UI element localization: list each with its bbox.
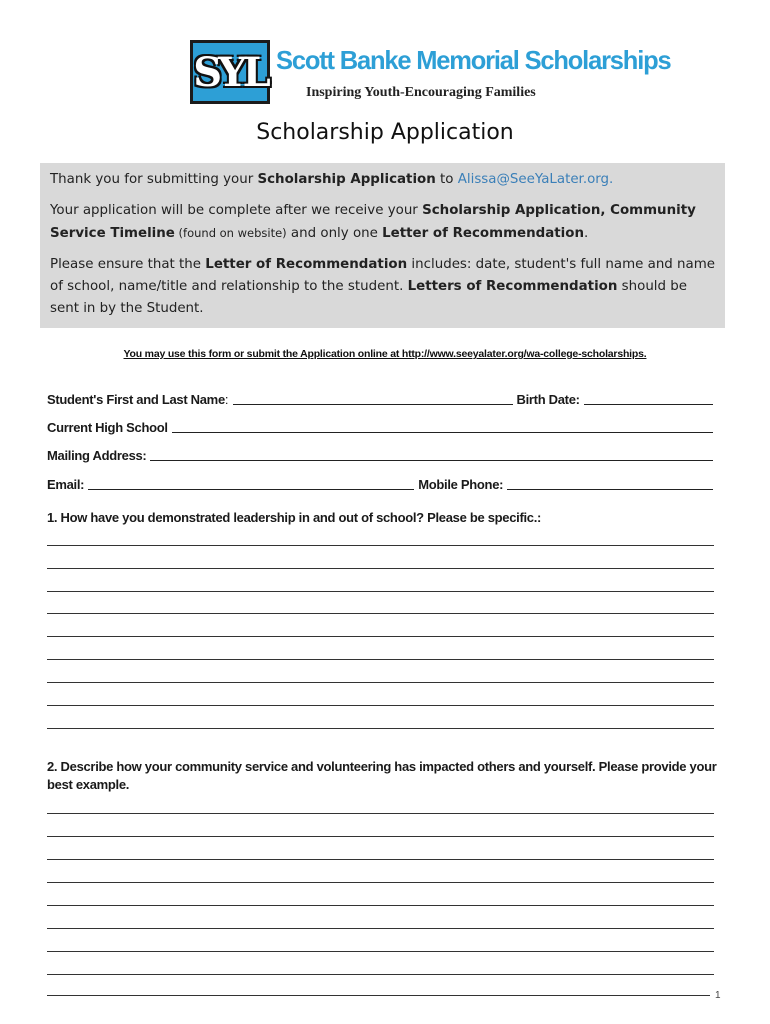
email-field[interactable]	[88, 478, 414, 490]
student-name-label: Student's First and Last Name	[47, 392, 225, 407]
online-submission-note[interactable]: You may use this form or submit the Application online at http://www.seeyalater.org/wa-college-scholarships.	[123, 348, 647, 360]
answer-line[interactable]	[47, 682, 714, 683]
birth-date-label: Birth Date:	[516, 392, 580, 407]
email-link[interactable]: Alissa@SeeYaLater.org.	[457, 172, 614, 187]
page-number: 1	[715, 990, 721, 1001]
answer-line[interactable]	[47, 859, 714, 860]
answer-line[interactable]	[47, 545, 714, 546]
answer-line[interactable]	[47, 613, 714, 614]
page-title: Scholarship Application	[256, 120, 514, 145]
answer-line[interactable]	[47, 705, 714, 706]
mailing-address-row	[47, 445, 717, 463]
answer-line[interactable]	[47, 905, 714, 906]
org-tagline: Inspiring Youth-Encouraging Families	[306, 85, 536, 100]
mailing-address-label: Mailing Address:	[47, 448, 147, 463]
answer-line[interactable]	[47, 951, 714, 952]
answer-line[interactable]	[47, 974, 714, 975]
mobile-phone-label: Mobile Phone:	[418, 477, 504, 492]
intro-paragraph-3: Please ensure that the Letter of Recommendation includes: date, student's full name and name of school, name/title and relationship to the student. Letters of Recommendation should be sent in by the Student.	[50, 257, 716, 316]
high-school-row	[47, 417, 717, 435]
high-school-label: Current High School	[47, 420, 168, 435]
answer-line[interactable]	[47, 636, 714, 637]
contact-row	[47, 474, 717, 492]
intro-paragraph-1: Thank you for submitting your Scholarship Application to Alissa@SeeYaLater.org.	[50, 172, 614, 187]
question-2: 2. Describe how your community service and volunteering has impacted others and yourself. Please provide your best example.	[47, 759, 717, 792]
mobile-phone-field[interactable]	[507, 478, 713, 490]
answer-line[interactable]	[47, 591, 714, 592]
answer-line[interactable]	[47, 728, 714, 729]
student-name-row: Student's First and Last Name : Birth Date:	[47, 389, 717, 407]
high-school-field[interactable]	[172, 421, 713, 433]
org-logo	[190, 40, 671, 106]
org-name: Scott Banke Memorial Scholarships	[276, 45, 671, 75]
answer-line[interactable]	[47, 836, 714, 837]
answer-line[interactable]	[47, 659, 714, 660]
answer-line[interactable]	[47, 928, 714, 929]
birth-date-field[interactable]	[584, 393, 713, 405]
intro-paragraph-2: Your application will be complete after we receive your Scholarship Application, Community Service Timeline (found on website) and only one Letter of Recommendation.	[50, 203, 696, 241]
answer-line[interactable]	[47, 568, 714, 569]
logo-mark: SYL	[190, 40, 270, 104]
answer-line[interactable]	[47, 813, 714, 814]
mailing-address-field[interactable]	[150, 449, 713, 461]
student-name-field[interactable]	[233, 393, 513, 405]
answer-line[interactable]	[47, 995, 710, 996]
intro-box	[40, 163, 725, 328]
question-1: 1. How have you demonstrated leadership in and out of school? Please be specific.:	[47, 510, 542, 525]
answer-line[interactable]	[47, 882, 714, 883]
email-label: Email:	[47, 477, 85, 492]
